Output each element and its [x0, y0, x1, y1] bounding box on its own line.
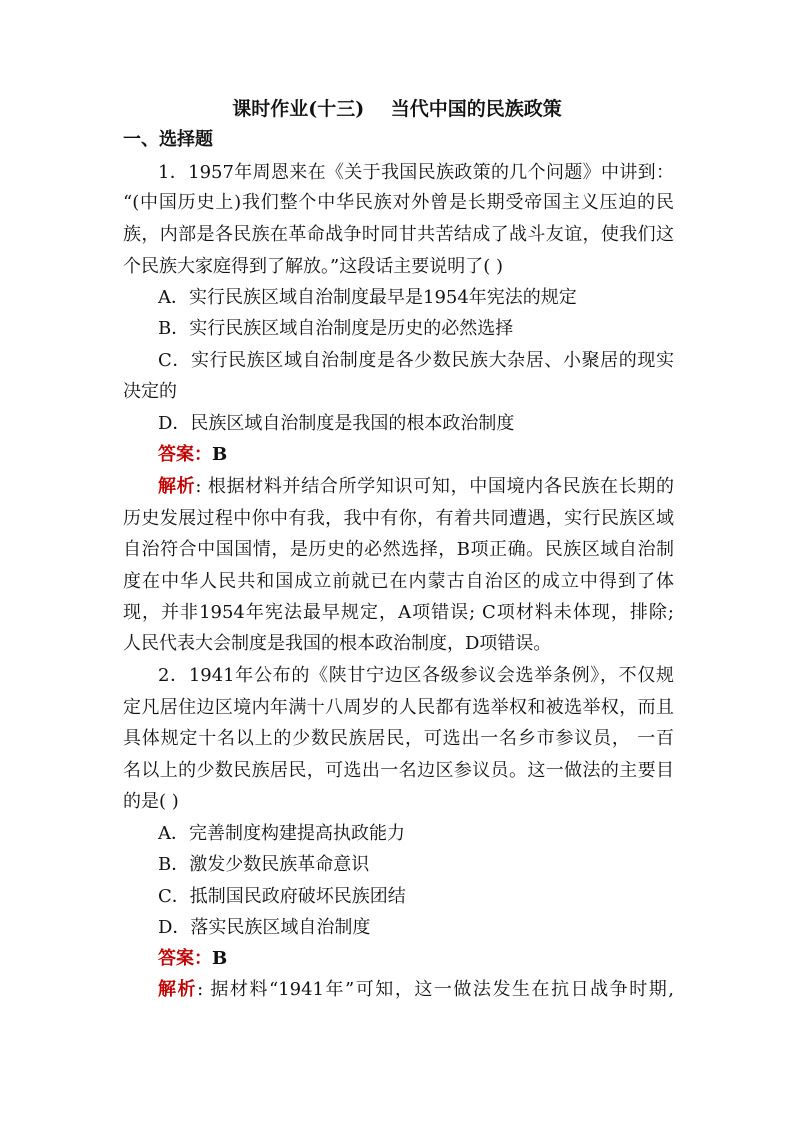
q1-answer-value: B	[212, 444, 228, 465]
q1-analysis-label: 解析	[158, 476, 196, 497]
q1-answer-label: 答案：	[158, 444, 212, 465]
q1-analysis-line-4: 度在中华人民共和国成立前就已在内蒙古自治区的成立中得到了体	[123, 571, 674, 592]
q2-analysis-text-1: : 据材料“1941年”可知，这一做法发生在抗日战争时期,	[197, 979, 674, 1000]
q1-analysis-line-1	[158, 474, 674, 500]
q2-stem-line-3: 具体规定十名以上的少数民族居民，可选出一名乡市参议员， 一百	[123, 728, 674, 749]
section-heading: 一、选择题	[123, 129, 213, 150]
q1-analysis-text-1: : 根据材料并结合所学知识可知，中国境内各民族在长期的	[195, 476, 674, 497]
q2-answer	[158, 946, 227, 972]
q2-stem-line-4: 名以上的少数民族居民，可选出一名边区参议员。这一做法的主要目	[123, 760, 674, 781]
q2-stem-line-1: 2．1941年公布的《陕甘宁边区各级参议会选举条例》，不仅规	[158, 665, 674, 686]
q1-stem-line-4: 个民族大家庭得到了解放。”这段话主要说明了( )	[123, 256, 503, 277]
q2-analysis-label: 解析	[158, 979, 198, 1000]
q1-answer	[158, 442, 227, 468]
q2-option-c: C．抵制国民政府破坏民族团结	[158, 886, 406, 907]
q1-option-d: D．民族区域自治制度是我国的根本政治制度	[158, 413, 515, 434]
q2-option-a: A．完善制度构建提高执政能力	[158, 823, 405, 844]
q2-answer-label: 答案：	[158, 948, 212, 969]
q2-answer-value: B	[212, 948, 228, 969]
q1-stem-line-1: 1．1957年周恩来在《关于我国民族政策的几个问题》中讲到：	[158, 162, 674, 183]
q1-analysis-line-6: 人民代表大会制度是我国的根本政治制度，D项错误。	[123, 633, 552, 654]
q1-stem-line-3: 族，内部是各民族在革命战争时同甘共苦结成了战斗友谊，使我们这	[123, 224, 674, 245]
q1-analysis-line-2: 历史发展过程中你中有我，我中有你，有着共同遭遇，实行民族区域	[123, 508, 674, 529]
q1-option-b: B．实行民族区域自治制度是历史的必然选择	[158, 318, 514, 339]
q1-stem-line-2: “(中国历史上)我们整个中华民族对外曾是长期受帝国主义压迫的民	[123, 192, 674, 213]
q1-option-c: C．实行民族区域自治制度是各少数民族大杂居、小聚居的现实	[158, 350, 674, 371]
q2-stem-line-2: 定凡居住边区境内年满十八周岁的人民都有选举权和被选举权，而且	[123, 697, 674, 718]
q2-stem-line-5: 的是( )	[123, 791, 179, 812]
page-title: 课时作业(十三) 当代中国的民族政策	[232, 98, 562, 120]
q1-analysis-line-5: 现，并非1954年宪法最早规定，A项错误; C项材料未体现，排除;	[123, 602, 674, 623]
q2-analysis-line-1	[158, 977, 674, 1003]
q1-option-c-cont: 决定的	[123, 381, 177, 402]
q2-option-b: B．激发少数民族革命意识	[158, 854, 370, 875]
q1-option-a: A．实行民族区域自治制度最早是1954年宪法的规定	[158, 287, 577, 308]
q2-option-d: D．落实民族区域自治制度	[158, 917, 371, 938]
q1-analysis-line-3: 自治符合中国国情，是历史的必然选择，B项正确。民族区域自治制	[123, 539, 674, 560]
